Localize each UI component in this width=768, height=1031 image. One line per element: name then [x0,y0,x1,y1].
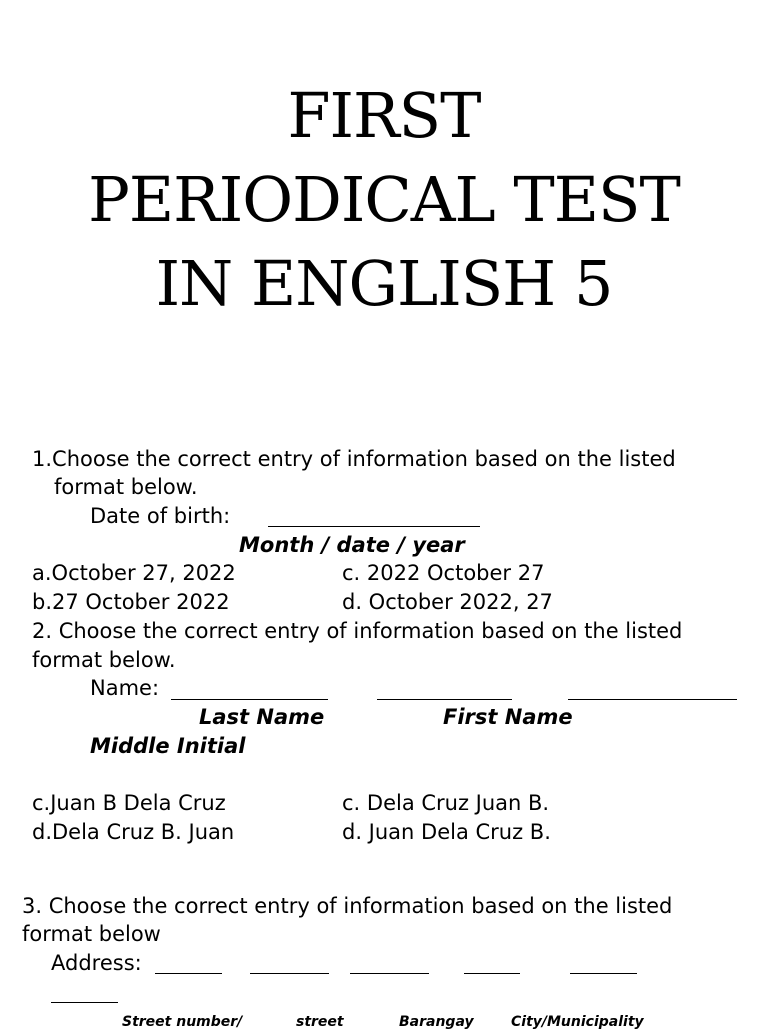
q2-first-name-label: First Name [443,705,573,729]
q1-option-b: b.27 October 2022 [32,590,230,614]
q2-middle-initial-label: Middle Initial [90,734,246,758]
q1-option-d: d. October 2022, 27 [342,590,553,614]
q3-province-blank[interactable] [570,951,637,974]
title-line-2: PERIODICAL TEST [88,163,680,236]
q2-option-d1: d.Dela Cruz B. Juan [32,820,235,844]
q3-col-street-number: Street number/ [122,1014,243,1030]
q3-barangay-blank[interactable] [350,951,429,974]
q3-street-number-blank[interactable] [155,951,222,974]
q1-format-label: Month / date / year [239,533,465,557]
q3-col-barangay: Barangay [399,1014,474,1030]
q1-option-c: c. 2022 October 27 [342,561,545,585]
q3-prompt-line-2: format below [22,922,161,946]
q2-last-name-label: Last Name [199,705,325,729]
q3-street-blank[interactable] [250,951,329,974]
title-line-3: IN ENGLISH 5 [155,247,613,320]
q2-prompt-line-1: 2. Choose the correct entry of information based on the listed [32,619,683,643]
q3-field-label: Address: [51,951,142,975]
q1-field-label: Date of birth: [90,504,231,528]
q1-prompt-line-2: format below. [54,475,198,499]
q2-field-label: Name: [90,676,160,700]
q2-first-name-blank[interactable] [377,677,512,700]
q1-prompt-line-1: 1.Choose the correct entry of information based on the listed [32,447,676,471]
q2-middle-initial-blank[interactable] [568,677,737,700]
title-line-1: FIRST [287,79,481,152]
q2-prompt-line-2: format below. [32,648,176,672]
q3-col-city: City/Municipality [511,1014,644,1030]
q1-option-a: a.October 27, 2022 [32,561,236,585]
test-title [0,74,768,326]
q2-option-c1: c.Juan B Dela Cruz [32,791,226,815]
q3-col-street: street [296,1014,344,1030]
q3-city-blank[interactable] [464,951,520,974]
q2-last-name-blank[interactable] [171,677,328,700]
q1-date-blank[interactable] [268,504,480,527]
q2-option-d2: d. Juan Dela Cruz B. [342,820,551,844]
q3-prompt-line-1: 3. Choose the correct entry of information based on the listed [22,894,673,918]
q3-extra-blank[interactable] [51,980,118,1003]
q2-option-c2: c. Dela Cruz Juan B. [342,791,550,815]
